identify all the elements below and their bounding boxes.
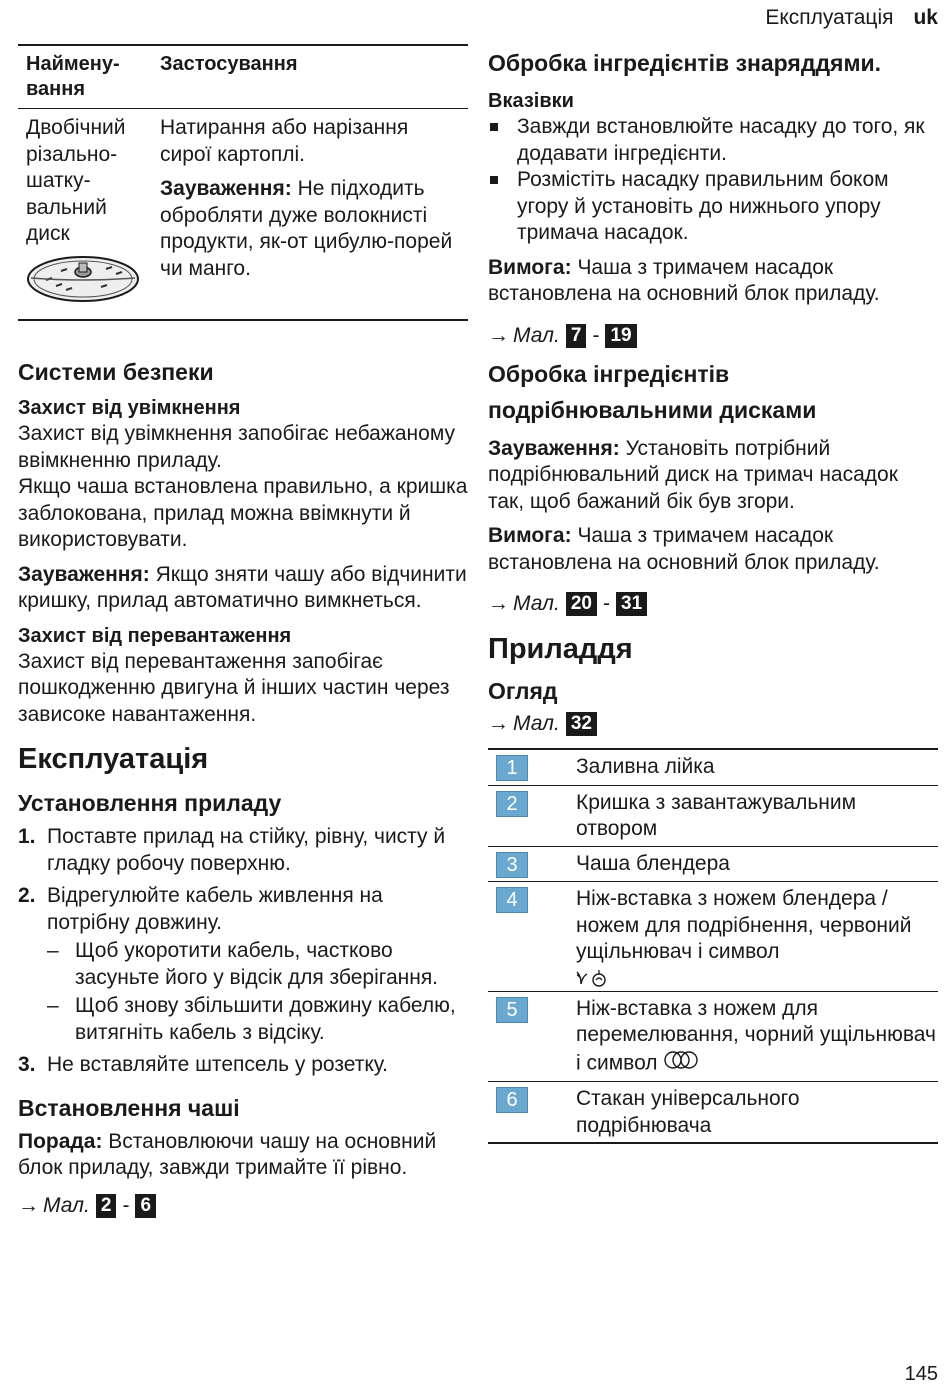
safety-s1-p2: Якщо чаша встановлена правильно, а кришка заблокована, прилад можна ввімкнути й використовувати. xyxy=(18,475,468,551)
accessories-title: Приладдя xyxy=(488,633,633,665)
table-col-usage: Застосування xyxy=(160,53,298,75)
header-lang: uk xyxy=(913,6,938,29)
safety-s1-p1: Захист від увімкнення запобігає небажаному ввімкненню приладу. xyxy=(18,422,456,472)
safety-s2-p1: Захист від перевантаження запобігає пошкодженню двигуна й інших частин через зависоке навантаження. xyxy=(18,649,450,726)
table-cell-usage xyxy=(160,115,460,311)
item-text: Ніж-вставка з ножем для перемелювання, чорний ущільнювач і символ xyxy=(576,996,936,1074)
discs-note-label: Зауваження: xyxy=(488,436,620,460)
accessories-table xyxy=(488,748,938,1144)
sub-step-dash: – xyxy=(47,994,59,1017)
sub-step-dash: – xyxy=(47,939,59,962)
step-text: Поставте прилад на стійку, рівну, чисту й гладку робочу поверхню. xyxy=(47,825,446,875)
figure-label: Мал. xyxy=(43,1193,90,1217)
item-text: Кришка з завантажувальним отвором xyxy=(576,790,857,840)
list-item xyxy=(488,114,938,167)
disk-table xyxy=(18,44,468,321)
sub-step xyxy=(18,938,468,991)
hint-text: Завжди встановлюйте насадку до того, як додавати інгредієнти. xyxy=(517,115,925,165)
item-text: Стакан універсального подрібнювача xyxy=(576,1087,800,1137)
item-text: Чаша блендера xyxy=(576,851,730,875)
discs-figure-ref xyxy=(488,590,938,618)
table-row xyxy=(488,785,938,846)
figure-dash: - xyxy=(592,323,600,347)
page-header xyxy=(765,6,938,30)
arrow-icon: → xyxy=(18,1193,39,1217)
item-text: Заливна лійка xyxy=(576,755,715,778)
install-steps-cont xyxy=(18,1052,468,1079)
overview-figure-ref xyxy=(488,710,938,738)
disk-usage: Натирання або нарізання сирої картоплі. xyxy=(160,116,409,166)
tools-requirement xyxy=(488,255,938,308)
safety-s1-note xyxy=(18,562,468,615)
tools-req-text: Чаша з тримачем насадок встановлена на основний блок приладу. xyxy=(488,255,880,305)
figure-dash: - xyxy=(122,1193,130,1217)
bowl-tip-text: Встановлюючи чашу на основний блок приладу, завжди тримайте її рівно. xyxy=(18,1129,437,1179)
figure-to: 6 xyxy=(135,1194,156,1218)
table-col-name: Наймену-вання xyxy=(26,53,120,100)
operation-title: Експлуатація xyxy=(18,743,209,775)
install-title: Установлення приладу xyxy=(18,790,282,816)
sub-step xyxy=(18,993,468,1046)
list-item xyxy=(18,824,468,877)
step-text: Не вставляйте штепсель у розетку. xyxy=(47,1053,388,1076)
table-row xyxy=(18,109,468,319)
table-row xyxy=(488,1081,938,1142)
figure-label: Мал. xyxy=(513,323,560,347)
figure-to: 31 xyxy=(616,592,647,616)
step-num: 2. xyxy=(18,884,36,907)
page-number: 145 xyxy=(904,1363,938,1385)
arrow-icon: → xyxy=(488,592,509,615)
item-number: 3 xyxy=(496,852,528,878)
table-row xyxy=(488,846,938,882)
bowl-title: Встановлення чаші xyxy=(18,1094,240,1121)
header-section: Експлуатація xyxy=(765,6,894,29)
list-item xyxy=(18,883,468,936)
arrow-icon: → xyxy=(488,323,509,347)
safety-s1-note-label: Зауваження: xyxy=(18,562,150,586)
discs-req-label: Вимога: xyxy=(488,524,572,547)
safety-title: Системи безпеки xyxy=(18,359,214,385)
item-number: 5 xyxy=(496,997,528,1023)
discs-requirement xyxy=(488,523,938,576)
discs-title: Обробка інгредієнтів подрібнювальними дисками xyxy=(488,360,817,423)
figure-to: 19 xyxy=(605,324,636,348)
disk-note-label: Зауваження: xyxy=(160,177,292,200)
bowl-figure-ref xyxy=(18,1192,468,1220)
figure-num: 32 xyxy=(566,712,597,736)
tools-req-label: Вимога: xyxy=(488,255,572,279)
disk-note-text: Не підходить обробляти дуже волокнисті продукти, як-от цибулю-порей чи манго. xyxy=(160,177,453,280)
grind-symbol-icon xyxy=(663,1049,699,1079)
item-text: Ніж-вставка з ножем блендера / ножем для подрібнення, червоний ущільнювач і символ xyxy=(576,887,912,963)
item-number: 4 xyxy=(496,887,528,913)
step-text: Відрегулюйте кабель живлення на потрібну довжину. xyxy=(47,884,383,934)
figure-from: 20 xyxy=(566,592,597,616)
figure-label: Мал. xyxy=(513,592,560,615)
disk-note xyxy=(160,176,460,282)
table-row xyxy=(488,881,938,991)
bowl-tip-label: Порада: xyxy=(18,1129,103,1153)
disk-icon xyxy=(26,254,160,312)
bullet-icon xyxy=(488,167,517,247)
table-row xyxy=(488,750,938,785)
discs-req-text: Чаша з тримачем насадок встановлена на основний блок приладу. xyxy=(488,524,880,574)
list-item xyxy=(488,167,938,247)
discs-note-text: Установіть потрібний подрібнювальний диск на тримач насадок так, щоб бажаний бік був згори. xyxy=(488,436,898,513)
install-steps xyxy=(18,824,468,936)
table-cell-name xyxy=(18,115,160,311)
arrow-icon: → xyxy=(488,712,509,735)
right-column xyxy=(488,44,938,1144)
bullet-icon xyxy=(488,114,517,167)
tools-figure-ref xyxy=(488,322,938,350)
bowl-tip xyxy=(18,1129,468,1182)
figure-from: 7 xyxy=(566,324,587,348)
disk-name: Двобічний різально-шатку-вальний диск xyxy=(26,116,126,245)
table-header xyxy=(18,46,468,109)
safety-s2-title: Захист від перевантаження xyxy=(18,624,292,647)
sub-step-text: Щоб знову збільшити довжину кабелю, витягніть кабель з відсіку. xyxy=(75,994,456,1044)
safety-s1-title: Захист від увімкнення xyxy=(18,397,241,419)
step-num: 1. xyxy=(18,825,36,848)
list-item xyxy=(18,1052,468,1079)
figure-dash: - xyxy=(603,592,610,615)
tools-title: Обробка інгредієнтів знаряддями. xyxy=(488,50,882,76)
sub-step-text: Щоб укоротити кабель, частково засуньте його у відсік для зберігання. xyxy=(75,939,439,989)
chop-symbol-icon xyxy=(576,966,938,988)
overview-title: Огляд xyxy=(488,678,558,704)
item-number: 2 xyxy=(496,791,528,817)
step-num: 3. xyxy=(18,1053,36,1076)
left-column xyxy=(18,44,468,1220)
discs-note xyxy=(488,436,938,516)
item-number: 6 xyxy=(496,1087,528,1113)
hints-title: Вказівки xyxy=(488,90,574,112)
item-number: 1 xyxy=(496,755,528,781)
figure-from: 2 xyxy=(96,1194,117,1218)
hint-text: Розмістіть насадку правильним боком угору й установіть до нижнього упору тримача насадок. xyxy=(517,168,889,244)
table-row xyxy=(488,991,938,1082)
figure-label: Мал. xyxy=(513,712,560,735)
safety-s1-note-text: Якщо зняти чашу або відчинити кришку, прилад автоматично вимкнеться. xyxy=(18,562,467,612)
